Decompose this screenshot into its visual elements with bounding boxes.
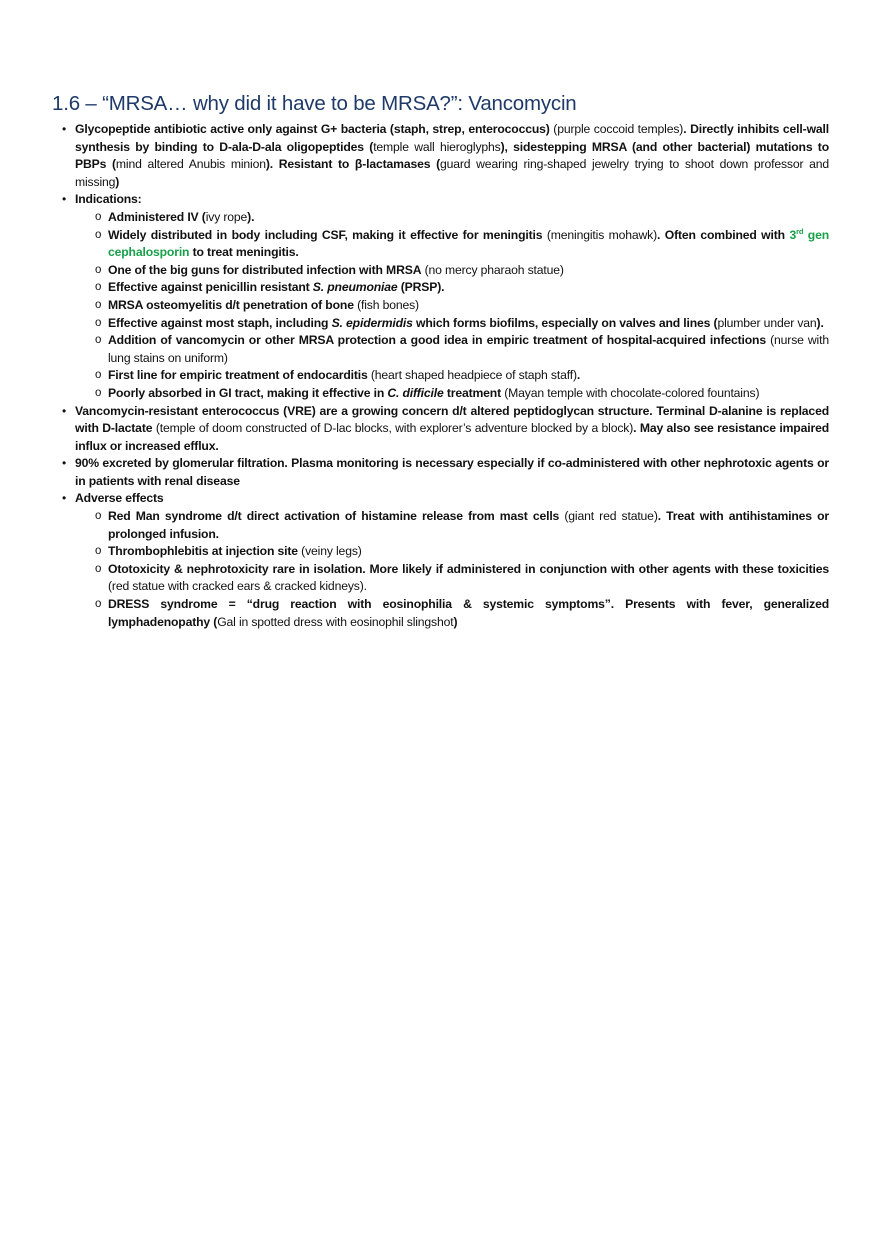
list-item: o Addition of vancomycin or other MRSA protection a good idea in empiric treatment of hospital-acquired infections (nurse with lung stains on uniform) [95,332,829,367]
list-item: o DRESS syndrome = “drug reaction with eosinophilia & systemic symptoms”. Presents with fever, generalized lymphadenopathy (Gal in spotted dress with eosinophil slingshot) [95,596,829,631]
excretion-bullet: • 90% excreted by glomerular filtration. Plasma monitoring is necessary especially if co-administered with other nephrotoxic agents or in patients with renal disease [62,455,829,490]
list-item: o Ototoxicity & nephrotoxicity rare in isolation. More likely if administered in conjunction with other agents with these toxicities (red statue with cracked ears & cracked kidneys). [95,561,829,596]
mechanism-bullet: • Glycopeptide antibiotic active only against G+ bacteria (staph, strep, enterococcus) (purple coccoid temples). Directly inhibits cell-wall synthesis by binding to D-ala-D-ala oligopeptides (temple wall hieroglyphs), sidestepping MRSA (and other bacterial) mutations to PBPs (mind altered Anubis minion). Resistant to β-lactamases (guard wearing ring-shaped jewelry trying to shoot down professor and missing) [62,121,829,191]
indications-sublist [75,209,829,403]
content-body [62,121,829,631]
cephalosporin-highlight: 3rd gen cephalosporin [108,226,829,260]
list-item: o Administered IV (ivy rope). [95,209,829,227]
indications-bullet: • Indications: o Administered IV (ivy rope). o Widely distributed in body including CSF, making it effective for meningitis (meningitis mohawk). Often combined with 3rd gen cephalosporin to treat meningitis. o One of the big guns for distributed infection with MRSA (no mercy pharaoh statue) o Effective against penicillin resistant S. pneumoniae (PRSP). o MRSA osteomyelitis d/t penetration of bone (fish bones) o Effective against most staph, including S. epidermidis which forms biofilms, especially on valves and lines (plumber under van). o Addition of vancomycin or other MRSA protection a good idea in empiric treatment of hospital-acquired infections (nurse with lung stains on uniform) o First line for empiric treatment of endocarditis (heart shaped headpiece of staph staff). o Poorly absorbed in GI tract, making it effective in C. difficile treatment (Mayan temple with chocolate-colored fountains) [62,191,829,402]
list-item: o Effective against most staph, including S. epidermidis which forms biofilms, especially on valves and lines (plumber under van). [95,315,829,333]
vre-bullet: • Vancomycin-resistant enterococcus (VRE) are a growing concern d/t altered peptidoglycan structure. Terminal D-alanine is replaced with D-lactate (temple of doom constructed of D-lac blocks, with explorer’s adventure blocked by a block). May also see resistance impaired influx or increased efflux. [62,403,829,456]
section-title: 1.6 – “MRSA… why did it have to be MRSA?”: Vancomycin [52,92,577,115]
list-item: o First line for empiric treatment of endocarditis (heart shaped headpiece of staph staff). [95,367,829,385]
list-item: o Poorly absorbed in GI tract, making it effective in C. difficile treatment (Mayan temple with chocolate-colored fountains) [95,385,829,403]
list-item: o One of the big guns for distributed infection with MRSA (no mercy pharaoh statue) [95,262,829,280]
adverse-effects-bullet: • Adverse effects o Red Man syndrome d/t direct activation of histamine release from mast cells (giant red statue). Treat with antihistamines or prolonged infusion. o Thrombophlebitis at injection site (veiny legs) o Ototoxicity & nephrotoxicity rare in isolation. More likely if administered in conjunction with other agents with these toxicities (red statue with cracked ears & cracked kidneys). o DRESS syndrome = “drug reaction with eosinophilia & systemic symptoms”. Presents with fever, generalized lymphadenopathy (Gal in spotted dress with eosinophil slingshot) [62,490,829,631]
list-item: o Red Man syndrome d/t direct activation of histamine release from mast cells (giant red statue). Treat with antihistamines or prolonged infusion. [95,508,829,543]
list-item: o MRSA osteomyelitis d/t penetration of bone (fish bones) [95,297,829,315]
list-item: o Effective against penicillin resistant S. pneumoniae (PRSP). [95,279,829,297]
adverse-effects-sublist [75,508,829,631]
list-item: o Widely distributed in body including CSF, making it effective for meningitis (meningitis mohawk). Often combined with 3rd gen cephalosporin to treat meningitis. [95,227,829,262]
list-item: o Thrombophlebitis at injection site (veiny legs) [95,543,829,561]
main-bullet-list [62,121,829,631]
